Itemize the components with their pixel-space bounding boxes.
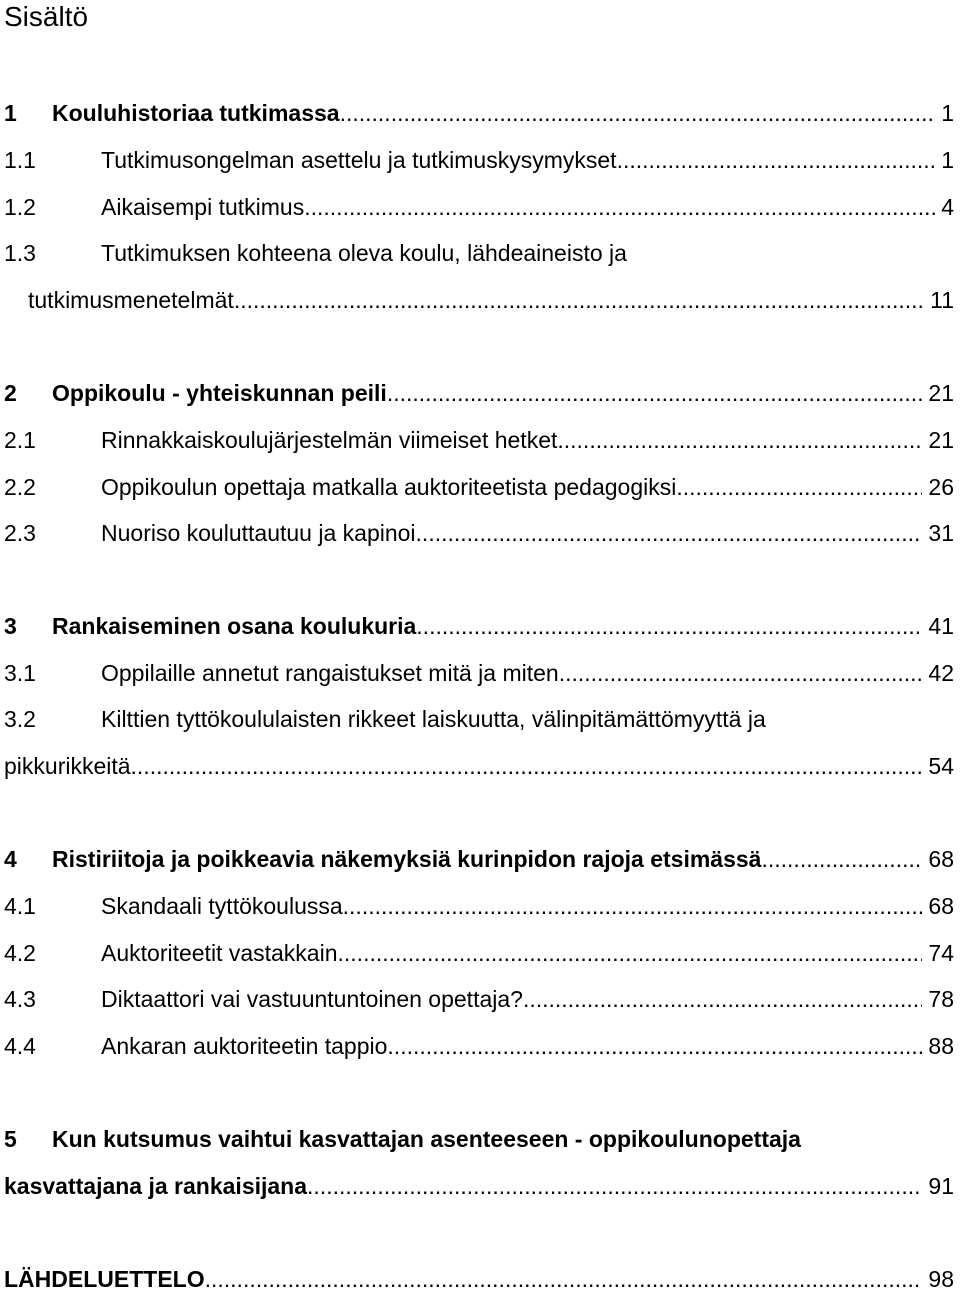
toc-number: 2: [4, 380, 17, 406]
toc-title-continued: kasvattajana ja rankaisijana: [4, 1173, 308, 1199]
toc-number: 4.2: [4, 940, 36, 966]
toc-entry-5[interactable]: [0, 1122, 960, 1156]
toc-entry-1[interactable]: [0, 96, 960, 130]
toc-title: Rinnakkaiskoulujärjestelmän viimeiset hetket: [101, 427, 558, 453]
toc-entry-2-1[interactable]: [0, 423, 960, 457]
dot-leader: [387, 1029, 922, 1063]
dot-leader: [338, 936, 923, 970]
dot-leader: [340, 96, 936, 130]
dot-leader: [557, 423, 922, 457]
toc-title: Oppilaille annetut rangaistukset mitä ja miten: [101, 660, 559, 686]
dot-leader: [234, 283, 924, 317]
toc-entry-3-1[interactable]: [0, 656, 960, 690]
toc-number: 3: [4, 613, 17, 639]
toc-page-number: 54: [928, 753, 954, 779]
dot-leader: [523, 982, 922, 1016]
toc-title: Oppikoulun opettaja matkalla auktoriteetista pedagogiksi: [101, 474, 677, 500]
toc-title-continued: tutkimusmenetelmät: [28, 287, 234, 313]
dot-leader: [205, 1262, 923, 1296]
toc-page-number: 21: [928, 380, 954, 406]
toc-entry-references[interactable]: [0, 1262, 960, 1296]
toc-page-number: 11: [930, 287, 954, 313]
toc-page-number: 88: [928, 1033, 954, 1059]
dot-leader: [617, 143, 936, 177]
toc-number: 3.2: [4, 706, 36, 732]
toc-page-number: 42: [928, 660, 954, 686]
toc-entry-3-2-continued[interactable]: [0, 749, 960, 783]
toc-title: LÄHDELUETTELO: [4, 1266, 205, 1292]
toc-page-number: 1: [941, 147, 954, 173]
toc-title: Diktaattori vai vastuuntuntoinen opettaja?: [101, 986, 523, 1012]
toc-number: 3.1: [4, 660, 36, 686]
dot-leader: [311, 190, 936, 224]
toc-title: Rankaiseminen osana koulukuria: [52, 613, 417, 639]
toc-entry-1-1[interactable]: [0, 143, 960, 177]
toc-page-number: 68: [928, 846, 954, 872]
toc-entry-1-3-continued[interactable]: [0, 283, 960, 317]
dot-leader: [343, 889, 923, 923]
toc-number: 4: [4, 846, 17, 872]
toc-title: Kouluhistoriaa tutkimassa: [52, 100, 340, 126]
dot-leader: [416, 609, 922, 643]
toc-number: 2.3: [4, 520, 36, 546]
dot-leader: [676, 470, 922, 504]
dot-leader: [761, 842, 922, 876]
page-title: Sisältö: [4, 1, 89, 32]
dot-leader: [131, 749, 923, 783]
toc-entry-2-2[interactable]: [0, 470, 960, 504]
toc-page-number: 98: [928, 1266, 954, 1292]
toc-title: Ristiriitoja ja poikkeavia näkemyksiä kurinpidon rajoja etsimässä: [52, 846, 762, 872]
toc-entry-2[interactable]: [0, 376, 960, 410]
toc-number: 1.3: [4, 240, 36, 266]
toc-entry-4[interactable]: [0, 842, 960, 876]
toc-title: Oppikoulu - yhteiskunnan peili: [52, 380, 387, 406]
toc-entry-1-3[interactable]: [0, 236, 960, 270]
toc-title: Tutkimusongelman asettelu ja tutkimuskysymykset: [101, 147, 617, 173]
toc-entry-4-3[interactable]: [0, 982, 960, 1016]
toc-entry-1-2[interactable]: [0, 190, 960, 224]
toc-number: 4.4: [4, 1033, 36, 1059]
toc-entry-5-continued[interactable]: [0, 1169, 960, 1203]
toc-page-number: 68: [928, 893, 954, 919]
toc-page-number: 21: [928, 427, 954, 453]
toc-page-number: 1: [941, 100, 954, 126]
toc-number: 1.1: [4, 147, 36, 173]
toc-title: Auktoriteetit vastakkain: [101, 940, 338, 966]
toc-page-number: 4: [941, 194, 954, 220]
toc-page-number: 74: [928, 940, 954, 966]
dot-leader: [387, 376, 923, 410]
toc-page-number: 78: [928, 986, 954, 1012]
toc-entry-2-3[interactable]: [0, 516, 960, 550]
toc-title: Nuoriso kouluttautuu ja kapinoi: [101, 520, 416, 546]
toc-page-number: 26: [928, 474, 954, 500]
toc-page-number: 31: [928, 520, 954, 546]
dot-leader: [307, 1169, 922, 1203]
toc-entry-3[interactable]: [0, 609, 960, 643]
toc-entry-3-2[interactable]: [0, 702, 960, 736]
toc-title: Aikaisempi tutkimus.: [101, 194, 311, 220]
toc-title-continued: pikkurikkeitä: [4, 753, 131, 779]
dot-leader: [416, 516, 923, 550]
toc-title: Tutkimuksen kohteena oleva koulu, lähdeaineisto ja: [101, 240, 627, 266]
toc-title: Ankaran auktoriteetin tappio: [101, 1033, 388, 1059]
dot-leader: [559, 656, 923, 690]
toc-page-number: 41: [928, 613, 954, 639]
toc-entry-4-1[interactable]: [0, 889, 960, 923]
toc-number: 1: [4, 100, 17, 126]
toc-title: Kilttien tyttökoululaisten rikkeet laiskuutta, välinpitämättömyyttä ja: [101, 706, 766, 732]
toc-number: 5: [4, 1126, 17, 1152]
toc-entry-4-4[interactable]: [0, 1029, 960, 1063]
toc-entry-4-2[interactable]: [0, 936, 960, 970]
toc-number: 2.1: [4, 427, 36, 453]
toc-number: 2.2: [4, 474, 36, 500]
toc-number: 4.3: [4, 986, 36, 1012]
toc-title: Skandaali tyttökoulussa: [101, 893, 343, 919]
toc-number: 4.1: [4, 893, 36, 919]
toc-title: Kun kutsumus vaihtui kasvattajan asenteeseen - oppikoulunopettaja: [52, 1126, 801, 1152]
toc-page-number: 91: [928, 1173, 954, 1199]
toc-number: 1.2: [4, 194, 36, 220]
